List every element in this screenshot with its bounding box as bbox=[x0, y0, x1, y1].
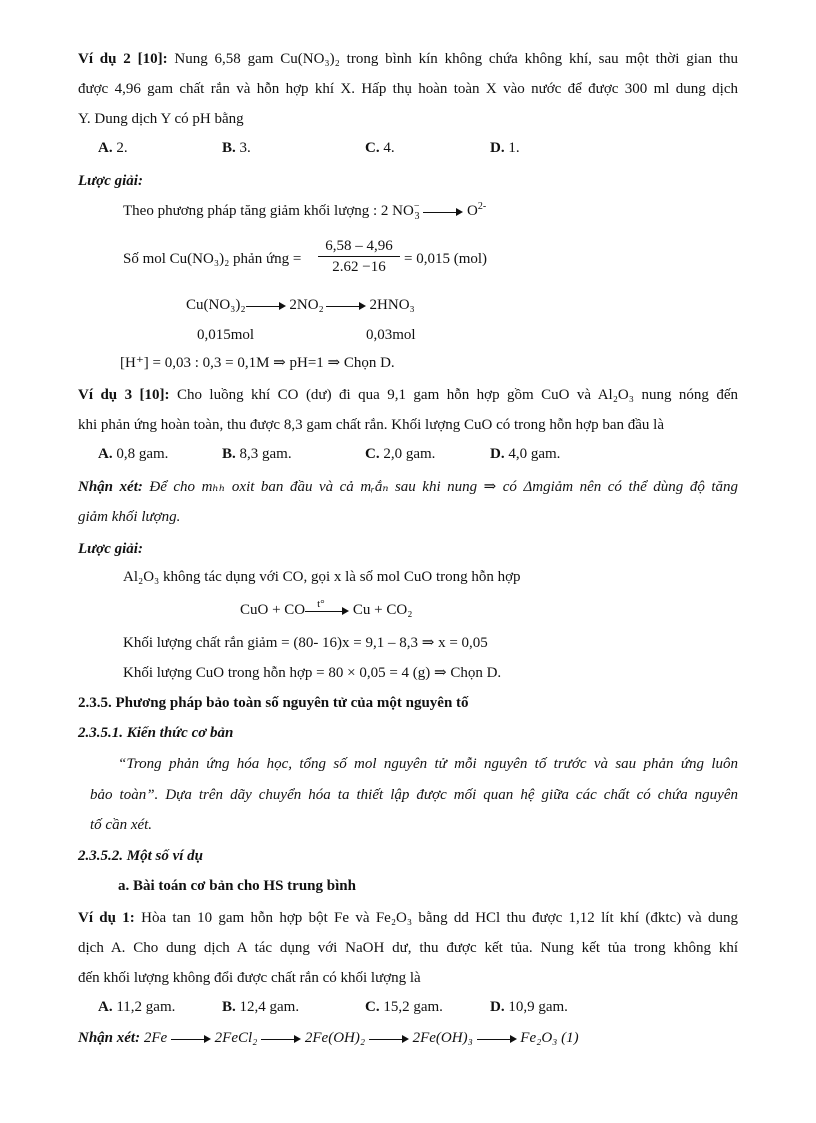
ex3-option-b: B. 8,3 gam. bbox=[222, 446, 292, 462]
ex1-line-2: dịch A. Cho dung dịch A tác dụng với NaOH dư, thu được kết tủa. Nung kết tủa trong không khí bbox=[78, 940, 738, 956]
ex2-conclusion: [H⁺] = 0,03 : 0,3 = 0,1M ⇒ pH=1 ⇒ Chọn D. bbox=[120, 355, 395, 371]
ex2-mol-2: 0,03mol bbox=[366, 327, 416, 343]
ex2-fraction bbox=[318, 238, 400, 276]
ex2-mol-1: 0,015mol bbox=[197, 327, 255, 343]
ex3-solution-line-4: Khối lượng CuO trong hỗn hợp = 80 × 0,05 = 4 (g) ⇒ Chọn D. bbox=[123, 665, 502, 681]
ex2-solution-title: Lược giải: bbox=[78, 173, 143, 189]
reaction-arrow-icon bbox=[171, 1034, 211, 1044]
ex1-option-c: C. 15,2 gam. bbox=[365, 999, 443, 1015]
ex2-solution-line-2-result: = 0,015 (mol) bbox=[404, 251, 488, 267]
ex3-note-line-1: Nhận xét: Để cho mₕₕ oxit ban đầu và cả mᵣắₙ sau khi nung ⇒ có Δmgiảm nên có thể dùng độ tăng bbox=[78, 479, 739, 495]
fraction-numerator: 6,58 – 4,96 bbox=[318, 238, 400, 257]
ex3-solution-line-1: Al₂O₃ không tác dụng với CO, gọi x là số mol CuO trong hỗn hợp bbox=[123, 569, 521, 585]
ex3-line-2: khi phản ứng hoàn toàn, thu được 8,3 gam chất rắn. Khối lượng CuO có trong hỗn hợp ban đầu là bbox=[78, 417, 664, 433]
ex2-line-2: được 4,96 gam chất rắn và hỗn hợp khí X. Hấp thụ hoàn toàn X vào nước để được 300 ml dung dịch bbox=[78, 81, 738, 97]
ex2-text-1: Nung 6,58 gam Cu(NO₃)₂ trong bình kín không chứa không khí, sau một thời gian thu bbox=[174, 51, 738, 67]
ex2-option-b: B. 3. bbox=[222, 140, 251, 156]
ex3-line-1: Ví dụ 3 [10]: Cho luồng khí CO (dư) đi qua 9,1 gam hỗn hợp gồm CuO và Al₂O₃ nung nóng đến bbox=[78, 387, 738, 403]
ex3-option-c: C. 2,0 gam. bbox=[365, 446, 436, 462]
ex3-solution-line-3: Khối lượng chất rắn giảm = (80- 16)x = 9,1 – 8,3 ⇒ x = 0,05 bbox=[123, 635, 488, 651]
ex2-reaction-chain: Cu(NO₃)₂ 2NO₂ 2HNO₃ bbox=[186, 297, 415, 313]
ex1-option-b: B. 12,4 gam. bbox=[222, 999, 300, 1015]
ex3-label: Ví dụ 3 [10]: bbox=[78, 387, 170, 403]
ex3-note-label: Nhận xét: bbox=[78, 479, 143, 495]
ex1-label: Ví dụ 1: bbox=[78, 910, 135, 926]
subsection-title-2: 2.3.5.2. Một số ví dụ bbox=[78, 848, 204, 864]
ex1-line-1: Ví dụ 1: Hòa tan 10 gam hỗn hợp bột Fe và Fe₂O₃ bằng dd HCl thu được 1,12 lít khí (đktc) và dung bbox=[78, 910, 738, 926]
fraction-denominator: 2.62 −16 bbox=[332, 259, 386, 275]
subsection-a-title: a. Bài toán cơ bản cho HS trung bình bbox=[118, 878, 356, 894]
ex2-solution-line-1: Theo phương pháp tăng giảm khối lượng : 2 $NO^-_3$ $O^{2-}$ bbox=[123, 201, 487, 222]
subsection-title-1: 2.3.5.1. Kiến thức cơ bản bbox=[78, 725, 234, 741]
principle-quote-line-2: bảo toàn”. Dựa trên dãy chuyển hóa ta thiết lập được mối quan hệ giữa các chất có chứa nguyên bbox=[90, 787, 738, 803]
ex3-option-d: D. 4,0 gam. bbox=[490, 446, 561, 462]
principle-quote-line-3: tố cần xét. bbox=[90, 817, 153, 833]
ex1-note: Nhận xét: 2Fe 2FeCl₂ 2Fe(OH)₂ 2Fe(OH)₃ Fe₂O₃ (1) bbox=[78, 1030, 579, 1046]
ex2-option-d: D. 1. bbox=[490, 140, 520, 156]
ex3-solution-title: Lược giải: bbox=[78, 541, 143, 557]
section-title: 2.3.5. Phương pháp bảo toàn số nguyên tử của một nguyên tố bbox=[78, 695, 469, 711]
ex2-solution-line-2-label: Số mol Cu(NO₃)₂ phản ứng = bbox=[123, 251, 302, 267]
reaction-arrow-icon bbox=[369, 1034, 409, 1044]
ex3-reaction: CuO + CO t° Cu + CO₂ bbox=[240, 597, 413, 618]
reaction-arrow-icon bbox=[261, 1034, 301, 1044]
ex3-option-a: A. 0,8 gam. bbox=[98, 446, 169, 462]
principle-quote-line-1: “Trong phản ứng hóa học, tổng số mol nguyên tử mỗi nguyên tố trước và sau phản ứng luôn bbox=[118, 756, 738, 772]
reaction-arrow-icon bbox=[246, 301, 286, 311]
reaction-arrow-icon bbox=[477, 1034, 517, 1044]
ex2-line-3: Y. Dung dịch Y có pH bằng bbox=[78, 111, 244, 127]
ex2-label: Ví dụ 2 [10]: bbox=[78, 51, 168, 67]
heating-arrow-icon: t° bbox=[305, 606, 349, 616]
reaction-arrow-icon bbox=[326, 301, 366, 311]
ex1-line-3: đến khối lượng không đổi được chất rắn có khối lượng là bbox=[78, 970, 421, 986]
ex2-line-1 bbox=[78, 50, 738, 68]
ex2-option-c: C. 4. bbox=[365, 140, 395, 156]
ex1-option-a: A. 11,2 gam. bbox=[98, 999, 176, 1015]
ex3-note-line-2: giảm khối lượng. bbox=[78, 509, 181, 525]
reaction-arrow-icon bbox=[423, 207, 463, 217]
ex1-note-label: Nhận xét: bbox=[78, 1030, 141, 1046]
ex1-option-d: D. 10,9 gam. bbox=[490, 999, 568, 1015]
ex2-option-a: A. 2. bbox=[98, 140, 128, 156]
